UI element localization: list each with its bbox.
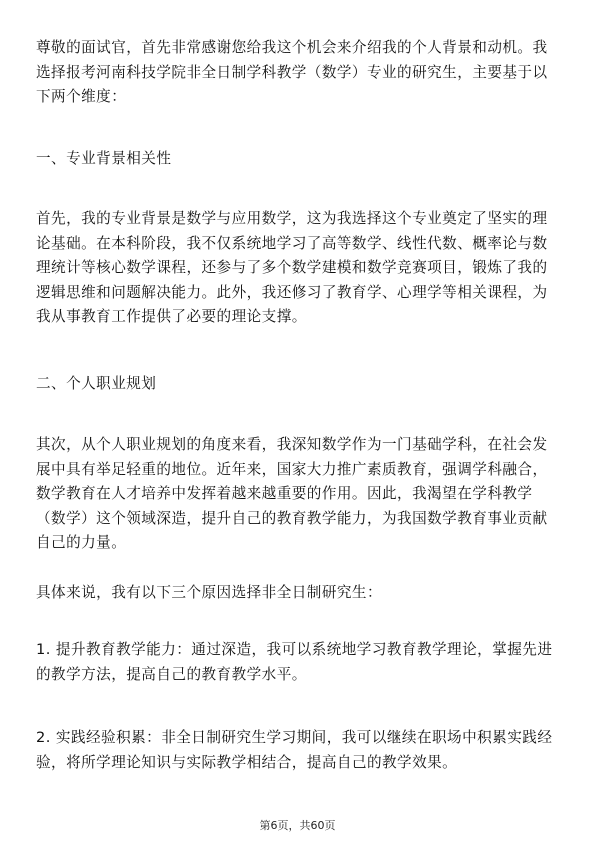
career-paragraph: 其次，从个人职业规划的角度来看，我深知数学作为一门基础学科，在社会发展中具有举足轻重的地位。近年来，国家大力推广素质教育，强调学科融合，数学教育在人才培养中发挥着越来越重要的作用。因此，我渴望在学科教学（数学）这个领域深造，提升自己的教育教学能力，为我国数学教育事业贡献自己的力量。 xyxy=(36,436,548,551)
reasons-intro: 具体来说，我有以下三个原因选择非全日制研究生： xyxy=(36,584,383,601)
reason-item-1: 1. 提升教育教学能力：通过深造，我可以系统地学习教育教学理论，掌握先进的教学方法，提高自己的教育教学水平。 xyxy=(36,641,553,683)
reason-item-2: 2. 实践经验积累：非全日制研究生学习期间，我可以继续在职场中积累实践经验，将所学理论知识与实际教学相结合，提高自己的教学效果。 xyxy=(36,729,553,771)
section-heading-career: 二、个人职业规划 xyxy=(36,375,157,392)
section-heading-background: 一、专业背景相关性 xyxy=(36,150,172,167)
background-paragraph: 首先，我的专业背景是数学与应用数学，这为我选择这个专业奠定了坚实的理论基础。在本科阶段，我不仅系统地学习了高等数学、线性代数、概率论与数理统计等核心数学课程，还参与了多个数学建模和数学竞赛项目，锻炼了我的逻辑思维和问题解决能力。此外，我还修习了教育学、心理学等相关课程，为我从事教育工作提供了必要的理论支撑。 xyxy=(36,210,548,325)
page-number: 第6页，共60页 xyxy=(259,819,336,832)
intro-paragraph: 尊敬的面试官，首先非常感谢您给我这个机会来介绍我的个人背景和动机。我选择报考河南科技学院非全日制学科教学（数学）专业的研究生，主要基于以下两个维度： xyxy=(36,39,548,105)
